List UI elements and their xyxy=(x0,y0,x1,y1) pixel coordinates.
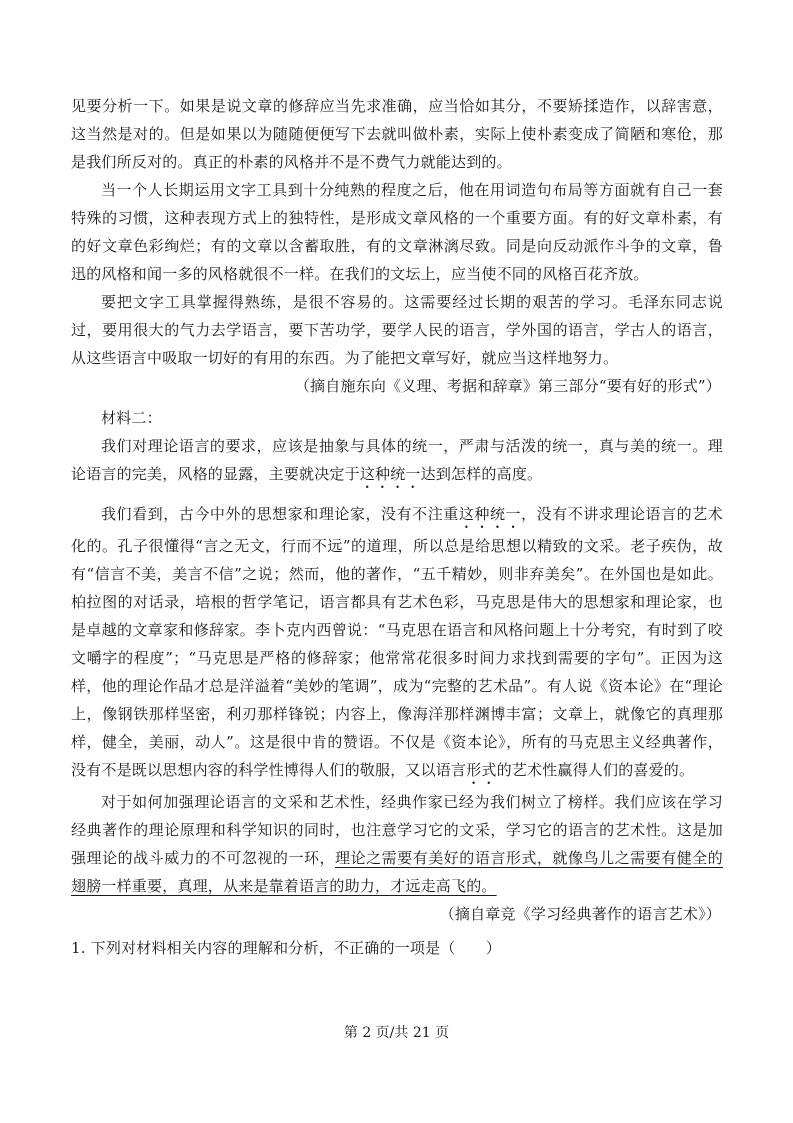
text-segment: 我们看到，古今中外的思想家和理论家，没有不注重 xyxy=(101,505,459,523)
text-segment: 我们对理论语言的要求，应该是抽象与具体的统一，严肃与活泼的统一，真与美的统一。理论语言的完美，风格的显露，主要就决定于 xyxy=(71,437,723,483)
underlined-sentence: 理论之需要有美好的语言形式，就像鸟儿之需要有健全的翅膀一样重要，真理，从来是靠着语言的助力，才远走高飞的。 xyxy=(71,849,723,895)
material2-heading: 材料二： xyxy=(101,409,162,427)
text-segment: ，没有不讲求理论语言的艺术化的。孔子很懂得“言之无文，行而不远”的道理，所以总是给思想以精致的文采。老子疾伪，故有“信言不美，美言不信”之说；然而，他的著作，“五千精妙，则非弃美矣”。在外国也是如此。柏拉图的对话录，培根的哲学笔记，语言都具有艺术色彩，马克思是伟大的思想家和理论家，也是卓越的文章家和修辞家。李卜克内西曾说：“马克思在语言和风格问题上十分考究，有时到了咬文嚼字的程度”；“马克思是严格的修辞家；他常常花很多时间力求找到需要的字句”。正因为这样，他的理论作品才总是洋溢着“美妙的笔调”，成为“完整的艺术品”。有人说《资本论》在“理论上，像钢铁那样坚密，利刃那样锋锐；内容上，像海洋那样渊博丰富；文章上，就像它的真理那样，健全，美丽，动人”。这是很中肯的赞语。不仅是《资本论》，所有的马克思主义经典著作，没有不是既以思想内容的科学性博得人们的敬服，又以语言 xyxy=(71,505,723,779)
material2-paragraph-2 xyxy=(71,500,723,788)
document-body xyxy=(71,92,723,960)
material1-paragraph-1: 见要分析一下。如果是说文章的修辞应当先求准确，应当恰如其分，不要矫揉造作，以辞害意，这当然是对的。但是如果以为随随便便写下去就叫做朴素，实际上使朴素变成了简陋和寒伧，那是我们所反对的。真正的朴素的风格并不是不费气力就能达到的。 xyxy=(71,97,723,171)
emphasis-dotted-text: 形式 xyxy=(466,761,497,779)
material2-source: （摘自章竞《学习经典著作的语言艺术》） xyxy=(439,905,721,923)
emphasis-dotted-text: 这种统一 xyxy=(359,465,421,483)
material1-paragraph-2: 当一个人长期运用文字工具到十分纯熟的程度之后，他在用词造句布局等方面就有自己一套特殊的习惯，这种表现方式上的独特性，是形成文章风格的一个重要方面。有的好文章朴素，有的好文章色彩绚烂；有的文章以含蓄取胜，有的文章淋漓尽致。同是向反动派作斗争的文章，鲁迅的风格和闻一多的风格就很不一样。在我们的文坛上，应当使不同的风格百花齐放。 xyxy=(71,181,723,283)
material1-paragraph-3: 要把文字工具掌握得熟练，是很不容易的。这需要经过长期的艰苦的学习。毛泽东同志说过，要用很大的气力去学语言，要下苦功学，要学人民的语言，学外国的语言，学古人的语言，从这些语言中吸取一切好的有用的东西。为了能把文章写好，就应当这样地努力。 xyxy=(71,293,723,367)
text-segment: 对于如何加强理论语言的文采和艺术性，经典作家已经为我们树立了榜样。我们应该在学习经典著作的理论原理和科学知识的同时，也注意学习它的文采，学习它的语言的艺术性。这是加强理论的战斗威力的不可忽视的一环， xyxy=(71,793,723,867)
emphasis-dotted-text: 这种统一 xyxy=(458,505,522,523)
page-footer: 第 2 页/共 21 页 xyxy=(343,1025,450,1041)
text-segment: 的艺术性赢得人们的喜爱的。 xyxy=(496,761,695,779)
material2-paragraph-3 xyxy=(71,788,723,900)
question-1: 1. 下列对材料相关内容的理解和分析，不正确的一项是（ ） xyxy=(71,939,502,957)
material2-paragraph-1 xyxy=(71,432,723,492)
material1-source: （摘自施东向《义理、考据和辞章》第三部分“要有好的形式”） xyxy=(294,377,721,395)
text-segment: 达到怎样的高度。 xyxy=(420,465,543,483)
